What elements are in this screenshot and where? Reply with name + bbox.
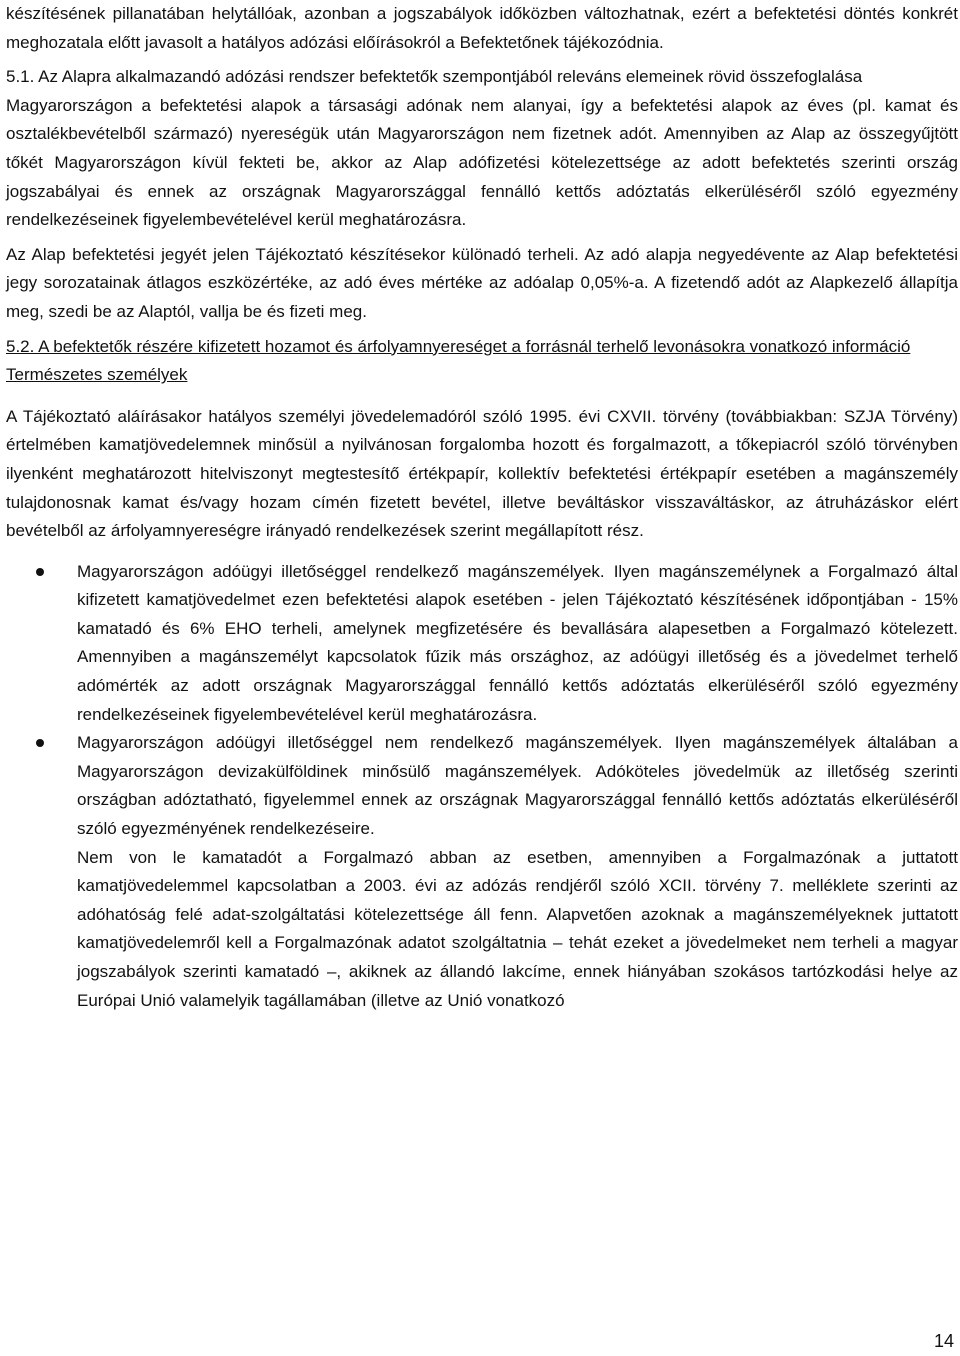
list-item xyxy=(6,729,958,1015)
list-item-text-continued: Nem von le kamatadót a Forgalmazó abban az esetben, amennyiben a Forgalmazónak a juttatott kamatjövedelemmel kapcsolatban a 2003. évi az adózás rendjéről szóló XCII. törvény 7. melléklete szerinti az adóhatóság felé adat-szolgáltatási kötelezettsége áll fenn. Alapvetően azoknak a magánszemélyeknek juttatott kamatjövedelemről kell a Forgalmazónak adatot szolgáltatnia – tehát ezeket a jövedelmeket nem terheli a magyar jogszabályok szerinti kamatadó –, akiknek az állandó lakcíme, ennek hiányában szokásos tartózkodási helye az Európai Unió valamelyik tagállamában (illetve az Unió vonatkozó xyxy=(77,847,958,1010)
section-5-2-heading: 5.2. A befektetők részére kifizetett hozamot és árfolyamnyereséget a forrásnál terhelő levonásokra vonatkozó információ xyxy=(6,336,911,356)
bullet-dot-icon xyxy=(36,568,44,576)
section-5-1-heading: 5.1. Az Alapra alkalmazandó adózási rendszer befektetők szempontjából releváns elemeinek rövid összefoglalása xyxy=(6,67,863,87)
document-page xyxy=(6,0,958,1015)
section-5-1-paragraph-1: Magyarországon a befektetési alapok a társasági adónak nem alanyai, így a befektetési alapok az éves (pl. kamat és osztalékbevételből származó) nyereségük után Magyarországon nem fizetnek adót. Amennyiben az Alap az összegyűjtött tőkét Magyarországon kívül fekteti be, akkor az Alap adófizetési kötelezettsége az adott befektetés szerinti ország jogszabályai és ennek az országnak Magyarországgal fennálló kettős adóztatás elkerüléséről szóló egyezmény rendelkezéseinek figyelembevételével kerül meghatározásra. xyxy=(6,95,958,230)
section-5-2-subheading: Természetes személyek xyxy=(6,365,188,385)
list-item xyxy=(6,558,958,730)
section-5-2-paragraph: A Tájékoztató aláírásakor hatályos személyi jövedelemadóról szóló 1995. évi CXVII. törvény (továbbiakban: SZJA Törvény) értelmében kamatjövedelemnek minősül a nyilvánosan forgalomba hozott és forgalmazott, a tőkepiacról szóló törvényben ilyenként meghatározott hitelviszonyt megtestesítő értékpapír, kollektív befektetési értékpapír esetében a magánszemély tulajdonosnak kamat és/vagy hozam címén fizetett bevétel, illetve beváltáskor visszaváltáskor, az átruházáskor elért bevételből az árfolyamnyereségre irányadó rendelkezések szerint megállapított rész. xyxy=(6,406,958,541)
list-item-text: Magyarországon adóügyi illetőséggel rendelkező magánszemélyek. Ilyen magánszemélynek a Forgalmazó által kifizetett kamatjövedelmet ezen befektetési alapok esetében - jelen Tájékoztató készítésének időpontjában - 15% kamatadó és 6% EHO terheli, amelynek megfizetésére és bevallására alapesetben a Forgalmazó kötelezett. Amennyiben a magánszemélyt kapcsolatok fűzik más országhoz, az adóügyi illetőség és a jövedelmet terhelő adómérték az adott országnak Magyarországgal fennálló kettős adóztatás elkerüléséről szóló egyezmény rendelkezéseinek figyelembevételével kerül meghatározásra. xyxy=(77,561,958,724)
page-number: 14 xyxy=(933,1331,954,1351)
section-5-1-paragraph-2: Az Alap befektetési jegyét jelen Tájékoztató készítésekor különadó terheli. Az adó alapja negyedévente az Alap befektetési jegy sorozatainak átlagos eszközértéke, az adó éves mértéke az adóalap 0,05%-a. A fizetendő adót az Alapkezelő állapítja meg, szedi be az Alaptól, vallja be és fizeti meg. xyxy=(6,244,958,321)
intro-paragraph: készítésének pillanatában helytállóak, azonban a jogszabályok időközben változhatnak, ezért a befektetési döntés konkrét meghozatala előtt javasolt a hatályos adózási előírásokról a Befektetőnek tájékozódnia. xyxy=(6,4,958,52)
list-item-text: Magyarországon adóügyi illetőséggel nem rendelkező magánszemélyek. Ilyen magánszemélyek általában a Magyarországon devizakülföldinek minősülő magánszemélyek. Adóköteles jövedelmük az illetőség szerinti országban adóztatható, figyelemmel ennek az országnak Magyarországgal fennálló kettős adóztatás elkerüléséről szóló egyezményének rendelkezéseire. xyxy=(77,733,958,839)
bullet-dot-icon xyxy=(36,739,44,747)
bullet-list xyxy=(6,558,958,1016)
